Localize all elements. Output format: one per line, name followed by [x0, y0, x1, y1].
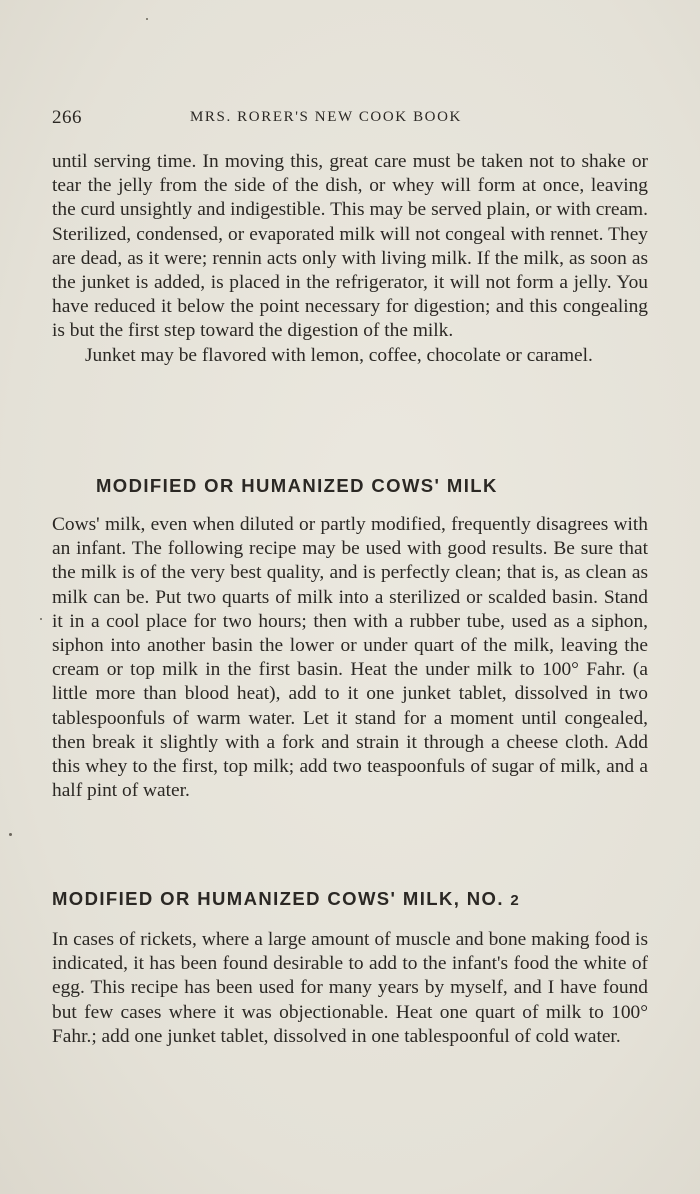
paragraph-modified-milk: Cows' milk, even when diluted or partly modified, frequently disagrees with an infant. The following recipe may be used with good results. Be sure that the milk is of the very best quality, and is perfectly clean; that is, as clean as milk can be. Put two quarts of milk into a sterilized or scalded basin. Stand it in a cool place for two hours; then with a rubber tube, used as a siphon, siphon into another basin the lower or under quart of the milk, leaving the cream or top milk in the first basin. Heat the under milk to 100° Fahr. (a little more than blood heat), add to it one junket tablet, dissolved in two tablespoonfuls of warm water. Let it stand for a moment until congealed, then break it slightly with a fork and strain it through a cheese cloth. Add this whey to the first, top milk; add two teaspoonfuls of sugar of milk, and a half pint of water. — [52, 514, 648, 802]
paper-speck — [146, 18, 148, 20]
running-title: MRS. RORER'S NEW COOK BOOK — [190, 109, 462, 125]
section-junket-continued — [52, 150, 648, 368]
paper-speck — [9, 833, 12, 836]
page-number: 266 — [52, 107, 82, 128]
page-header — [52, 107, 512, 133]
heading-modified-milk-no2-text: MODIFIED OR HUMANIZED COWS' MILK, NO. — [52, 888, 504, 909]
paper-speck — [40, 618, 42, 620]
paragraph-junket-flavors: Junket may be flavored with lemon, coffee, chocolate or caramel. — [85, 344, 593, 366]
heading-modified-milk-no2 — [52, 888, 520, 910]
section-modified-milk — [52, 513, 648, 803]
heading-modified-milk: MODIFIED OR HUMANIZED COWS' MILK — [96, 475, 498, 496]
heading-modified-milk-no2-number: 2 — [510, 892, 521, 909]
paragraph-junket-continued: until serving time. In moving this, great care must be taken not to shake or tear the jelly from the side of the dish, or whey will form at once, leaving the curd unsightly and indigestible. This may be served plain, or with cream. Sterilized, condensed, or evaporated milk will not congeal with rennet. They are dead, as it were; rennin acts only with living milk. If the milk, as soon as the junket is added, is placed in the refrigerator, it will not form a jelly. You have reduced it below the point necessary for digestion; and this congealing is but the first step toward the digestion of the milk. — [52, 151, 648, 342]
section-modified-milk-no2 — [52, 928, 648, 1049]
paragraph-modified-milk-no2: In cases of rickets, where a large amount of muscle and bone making food is indicated, it has been found desirable to add to the infant's food the white of egg. This recipe has been used for many years by myself, and I have found but few cases where it was objectionable. Heat one quart of milk to 100° Fahr.; add one junket tablet, dissolved in one tablespoonful of cold water. — [52, 929, 648, 1047]
